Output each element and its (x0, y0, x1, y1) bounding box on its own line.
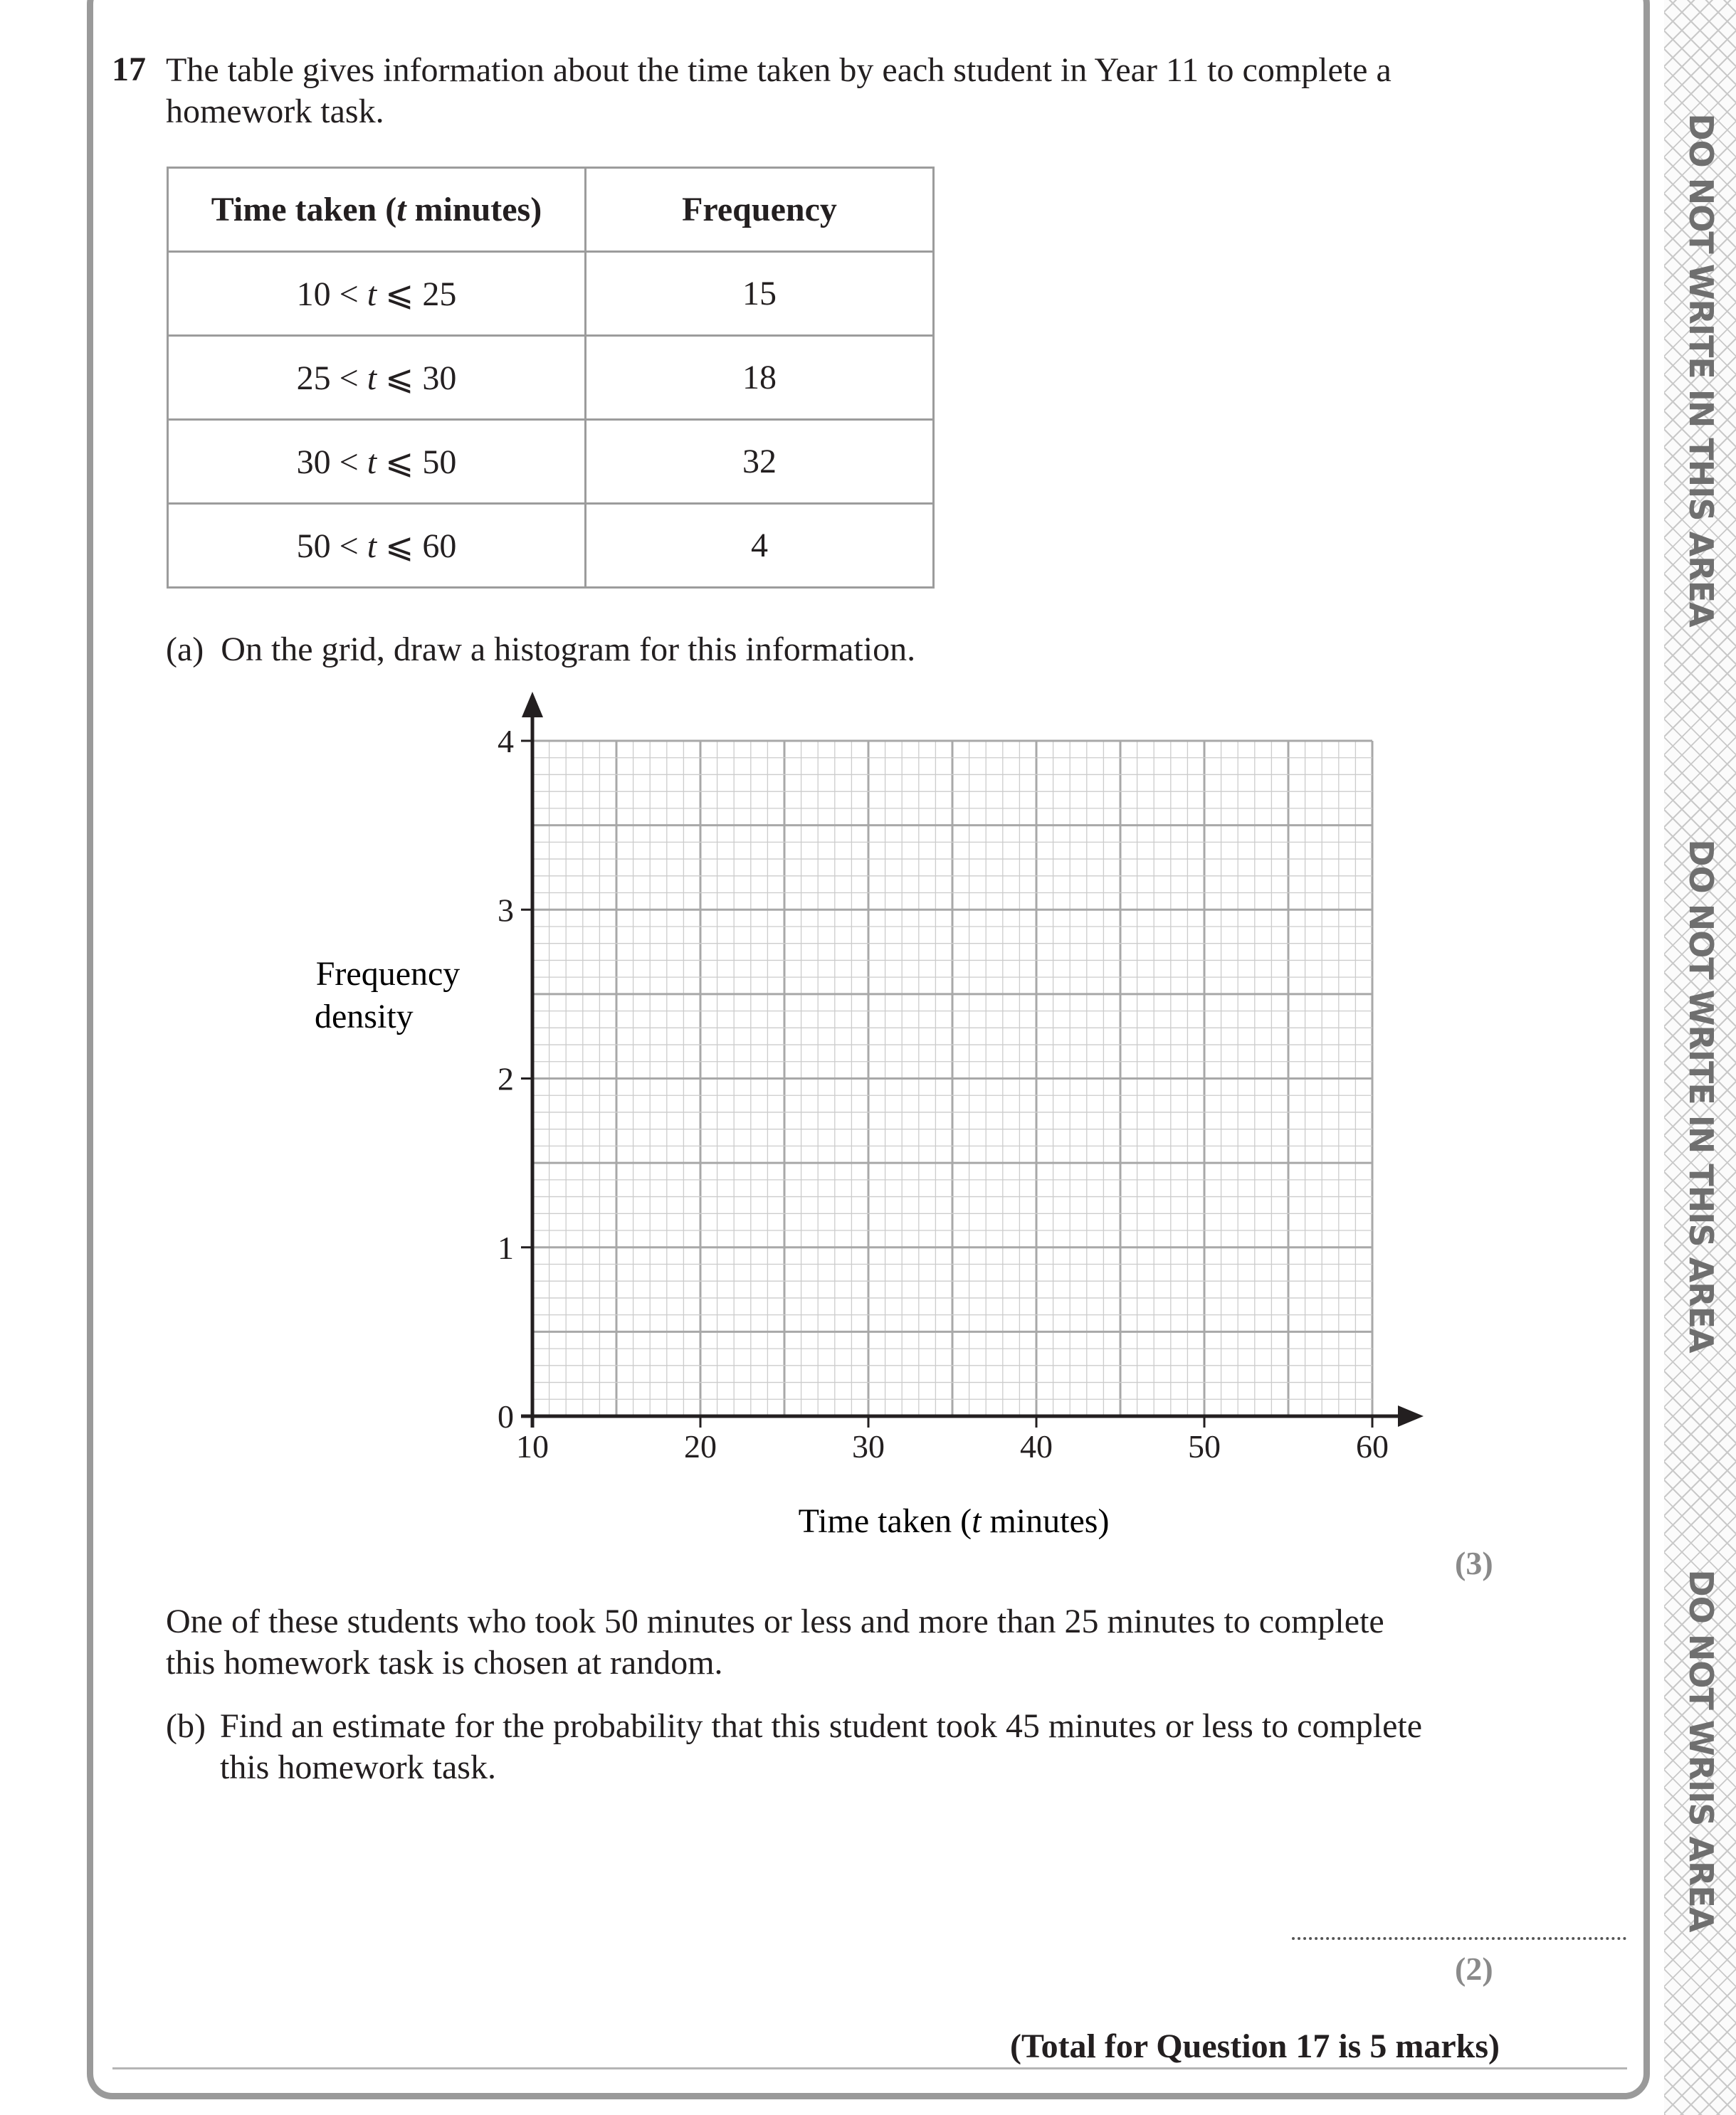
frequency-cell: 15 (586, 252, 934, 336)
x-tick-label: 30 (852, 1428, 885, 1465)
header-frequency: Frequency (586, 168, 934, 252)
interval-cell: 10 < t ⩽ 25 (168, 252, 586, 336)
context-text: One of these students who took 50 minutes or less and more than 25 minutes to complete this homework task is chosen at random. (166, 1603, 1384, 1682)
x-tick-label: 40 (1020, 1428, 1053, 1465)
x-tick-label: 20 (684, 1428, 717, 1465)
question-number: 17 (112, 51, 146, 88)
y-tick-label: 1 (498, 1229, 514, 1266)
x-tick-label: 10 (516, 1428, 549, 1465)
margin-warning-3: DO NOT WRIIS AREA (1682, 1569, 1720, 1932)
y-tick-label: 2 (498, 1060, 514, 1097)
y-axis-label-line1: Frequency (315, 955, 461, 993)
interval-cell: 50 < t ⩽ 60 (168, 504, 586, 588)
grid-lines (532, 741, 1372, 1416)
frequency-cell: 4 (586, 504, 934, 588)
question-total: (Total for Question 17 is 5 marks) (1009, 2027, 1500, 2065)
part-b-label: (b) (166, 1707, 206, 1745)
answer-line[interactable] (1292, 1937, 1626, 1940)
header-time-taken: Time taken (t minutes) (168, 168, 586, 252)
part-b-marks: (2) (1455, 1951, 1493, 1987)
frequency-cell: 18 (586, 336, 934, 420)
x-tick-label: 60 (1356, 1428, 1389, 1465)
part-a-text: On the grid, draw a histogram for this information. (221, 631, 916, 668)
y-tick-label: 4 (498, 723, 514, 759)
interval-cell: 30 < t ⩽ 50 (168, 420, 586, 504)
y-axis-label-line2: density (315, 998, 414, 1035)
x-axis-arrow (1398, 1405, 1424, 1427)
margin-warning-2: DO NOT WRITE IN THIS AREA (1682, 839, 1720, 1353)
part-b-text: Find an estimate for the probability that this student took 45 minutes or less to complete this homework task. (220, 1707, 1423, 1786)
question-intro: The table gives information about the time taken by each student in Year 11 to complete a homework task. (166, 51, 1392, 130)
y-axis-arrow (522, 692, 543, 717)
y-tick-label: 0 (498, 1398, 514, 1435)
margin-warning-1: DO NOT WRITE IN THIS AREA (1682, 113, 1720, 627)
x-tick-label: 50 (1188, 1428, 1221, 1465)
interval-cell: 25 < t ⩽ 30 (168, 336, 586, 420)
x-axis-label: Time taken (t minutes) (798, 1502, 1110, 1540)
part-a-label: (a) (166, 631, 204, 668)
frequency-cell: 32 (586, 420, 934, 504)
part-a-marks: (3) (1455, 1545, 1493, 1581)
y-tick-label: 3 (498, 892, 514, 929)
